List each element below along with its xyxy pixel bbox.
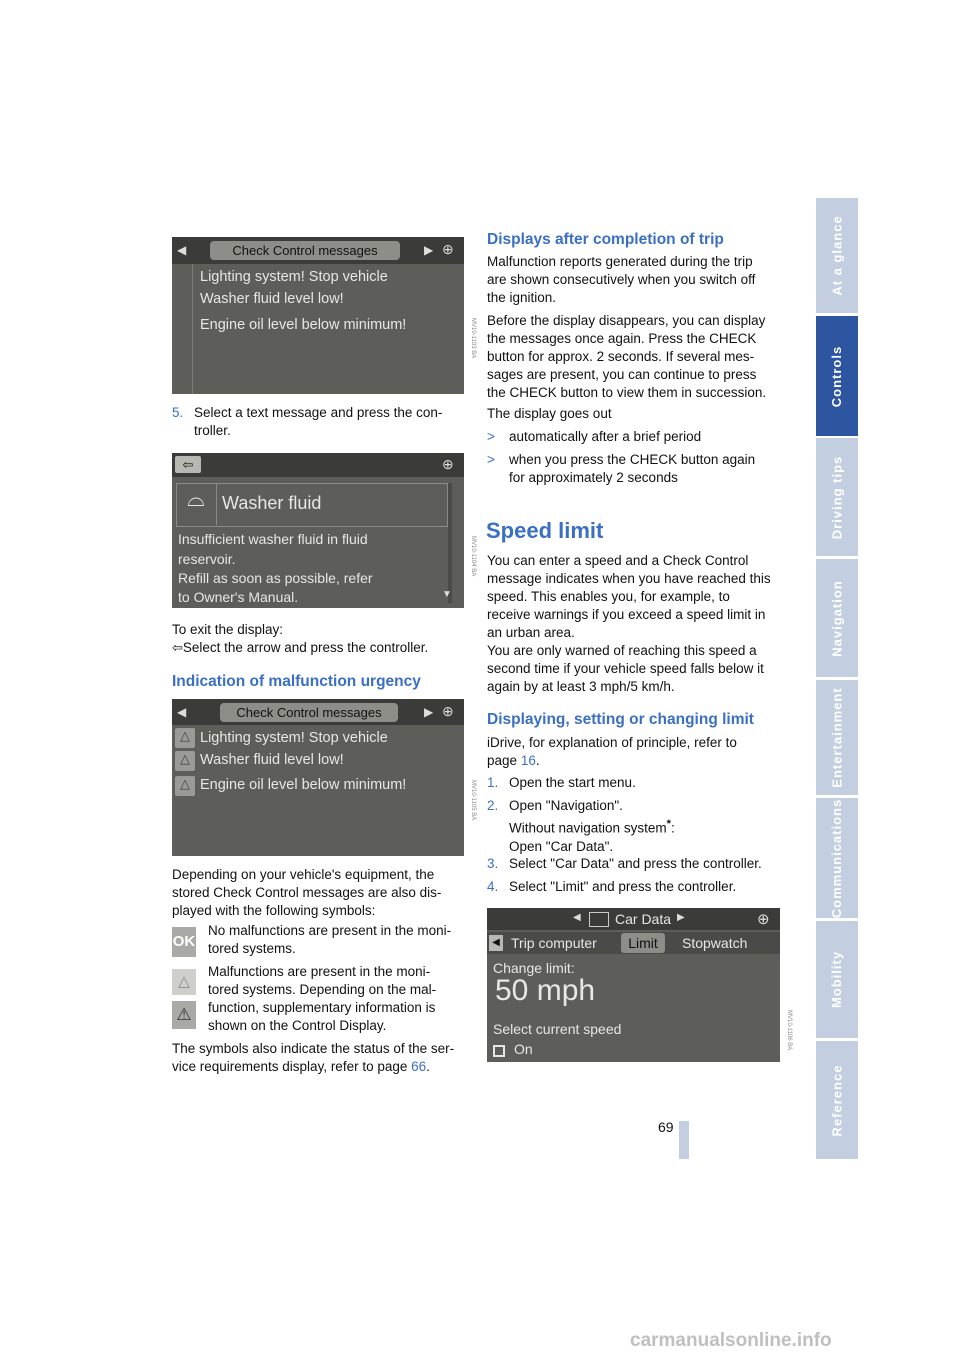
controller-icon: ⊕ xyxy=(442,703,454,719)
ok-description: No malfunctions are present in the moni- tored systems. xyxy=(208,923,452,956)
warning-active-icon: ⚠ xyxy=(172,1001,196,1029)
step-item: 2. Open "Navigation". Without navigation system*: Open "Car Data". xyxy=(487,798,675,854)
step-item: 3. Select "Car Data" and press the controller. xyxy=(487,856,762,871)
message-line: Insufficient washer fluid in fluid xyxy=(178,531,368,547)
right-arrow-icon: ▶ xyxy=(424,705,434,719)
step-5: 5. Select a text message and press the con- troller. xyxy=(172,405,443,438)
warning-description: Malfunctions are present in the moni- tored systems. Depending on the mal- function, supplementary information is shown on the Control Display. xyxy=(208,964,437,1033)
scroll-down-icon[interactable]: ▼ xyxy=(442,589,452,600)
heading-speed-limit: Speed limit xyxy=(486,518,604,543)
change-limit-label: Change limit: xyxy=(493,960,575,976)
message-line: Refill as soon as possible, refer xyxy=(178,570,373,586)
message-line: Washer fluid level low! xyxy=(200,291,344,307)
bullet-item: > automatically after a brief period xyxy=(487,429,702,444)
page-link[interactable]: 66 xyxy=(411,1059,427,1074)
figure-code: MV10-1104 BA xyxy=(470,536,476,577)
check-control-screen xyxy=(172,237,464,394)
screen-title: Check Control messages xyxy=(220,703,398,722)
exit-instructions: To exit the display: ⇦Select the arrow and press the controller. xyxy=(172,622,429,655)
heading-limit: Displaying, setting or changing limit xyxy=(487,711,754,728)
right-arrow-icon: ▶ xyxy=(424,243,434,257)
car-data-screen xyxy=(487,908,780,1062)
tab-at-a-glance[interactable] xyxy=(816,198,858,313)
display-out: The display goes out xyxy=(487,406,612,421)
tab-label: Entertainment xyxy=(829,687,845,788)
symbols-status: The symbols also indicate the status of the ser- vice requirements display, refer to page 66. xyxy=(172,1041,455,1074)
tab-label: Reference xyxy=(829,1064,845,1136)
page-number: 69 xyxy=(658,1119,674,1135)
check-control-urgency-screen xyxy=(172,699,464,856)
car-data-icon xyxy=(589,912,609,927)
message-line: Lighting system! Stop vehicle xyxy=(200,269,388,285)
message-line: Engine oil level below minimum! xyxy=(200,317,407,333)
tab-communications[interactable] xyxy=(816,798,858,918)
controller-icon: ⊕ xyxy=(442,456,454,472)
page-link[interactable]: 16 xyxy=(520,753,536,768)
trip-paragraph-2: Before the display disappears, you can display the messages once again. Press the CHECK button for approx. 2 seconds. If several mes- sages are present, you can continue to press the CHECK button to view them in succession. xyxy=(487,313,767,400)
figure-code: MV10-1106 BA xyxy=(786,1010,792,1051)
tab-controls[interactable] xyxy=(816,316,858,436)
checkbox-icon[interactable] xyxy=(493,1045,505,1057)
left-arrow-icon: ◀ xyxy=(573,912,581,923)
washer-fluid-screen xyxy=(172,453,464,608)
divider xyxy=(192,264,193,394)
divider xyxy=(216,483,217,525)
limit-value: 50 mph xyxy=(495,974,596,1007)
message-line: to Owner's Manual. xyxy=(178,589,299,605)
step-item: 4. Select "Limit" and press the controller. xyxy=(487,879,737,894)
back-arrow-icon: ⇦ xyxy=(172,640,183,655)
select-current-speed[interactable]: Select current speed xyxy=(493,1021,622,1037)
message-line: Engine oil level below minimum! xyxy=(200,777,407,793)
symbols-intro: Depending on your vehicle's equipment, the stored Check Control messages are also dis- played with the following symbols: xyxy=(172,867,442,918)
left-arrow-icon: ◀ xyxy=(177,705,187,719)
bullet-item: > when you press the CHECK button again for approximately 2 seconds xyxy=(487,452,756,485)
screen-title: Washer fluid xyxy=(222,493,322,513)
message-line: Washer fluid level low! xyxy=(200,752,344,768)
figure-code: MV10-1103 BA xyxy=(470,318,476,359)
warning-icon: △ xyxy=(175,776,195,796)
message-line: Lighting system! Stop vehicle xyxy=(200,730,388,746)
tab-label: Controls xyxy=(829,345,845,407)
idrive-reference: iDrive, for explanation of principle, refer to page 16. xyxy=(487,735,737,768)
page-marker xyxy=(679,1121,689,1159)
ok-icon: OK xyxy=(172,927,196,957)
on-label: On xyxy=(514,1041,533,1057)
figure-code: MV10-1105 BA xyxy=(470,780,476,821)
tab-entertainment[interactable] xyxy=(816,680,858,795)
screen-topbar xyxy=(172,453,464,477)
warning-inactive-icon: △ xyxy=(172,969,196,995)
trip-paragraph-1: Malfunction reports generated during the trip are shown consecutively when you switch off the ignition. xyxy=(487,254,756,305)
step-item: 1. Open the start menu. xyxy=(487,775,636,790)
watermark: carmanualsonline.info xyxy=(630,1330,832,1351)
heading-trip: Displays after completion of trip xyxy=(487,231,724,248)
tab-label: Mobility xyxy=(829,950,845,1009)
tab-label: Driving tips xyxy=(829,455,845,539)
tab-label: At a glance xyxy=(829,215,845,296)
tab-label: Navigation xyxy=(829,579,845,657)
speed-paragraph: You can enter a speed and a Check Control message indicates when you have reached this speed. This enables you, for example, to receive warnings if you exceed a speed limit in an urban area. You are only warned of reaching this speed a second time if your vehicle speed falls below it again by at least 3 mph/5 km/h. xyxy=(487,553,771,694)
washer-icon: ⌓ xyxy=(187,486,205,511)
warning-icon: △ xyxy=(175,728,195,748)
controller-icon: ⊕ xyxy=(442,241,454,257)
warning-icon: △ xyxy=(175,751,195,771)
tab-limit[interactable]: Limit xyxy=(621,933,665,953)
tab-reference[interactable] xyxy=(816,1041,858,1159)
screen-title: Check Control messages xyxy=(210,241,400,260)
message-line: reservoir. xyxy=(178,551,236,567)
back-arrow-icon[interactable]: ⇦ xyxy=(175,456,201,473)
screen-title: Car Data xyxy=(615,911,672,927)
back-arrow-icon[interactable]: ◀ xyxy=(489,935,503,951)
tab-driving-tips[interactable] xyxy=(816,438,858,556)
left-arrow-icon: ◀ xyxy=(177,243,187,257)
tab-label: Communications xyxy=(829,798,845,918)
tab-trip-computer[interactable]: Trip computer xyxy=(511,935,597,951)
right-arrow-icon: ▶ xyxy=(677,912,685,923)
heading-urgency: Indication of malfunction urgency xyxy=(172,673,421,690)
controller-icon: ⊕ xyxy=(757,911,770,928)
tab-stopwatch[interactable]: Stopwatch xyxy=(682,935,748,951)
tab-mobility[interactable] xyxy=(816,921,858,1038)
scrollbar[interactable] xyxy=(448,483,452,603)
tab-navigation[interactable] xyxy=(816,559,858,677)
